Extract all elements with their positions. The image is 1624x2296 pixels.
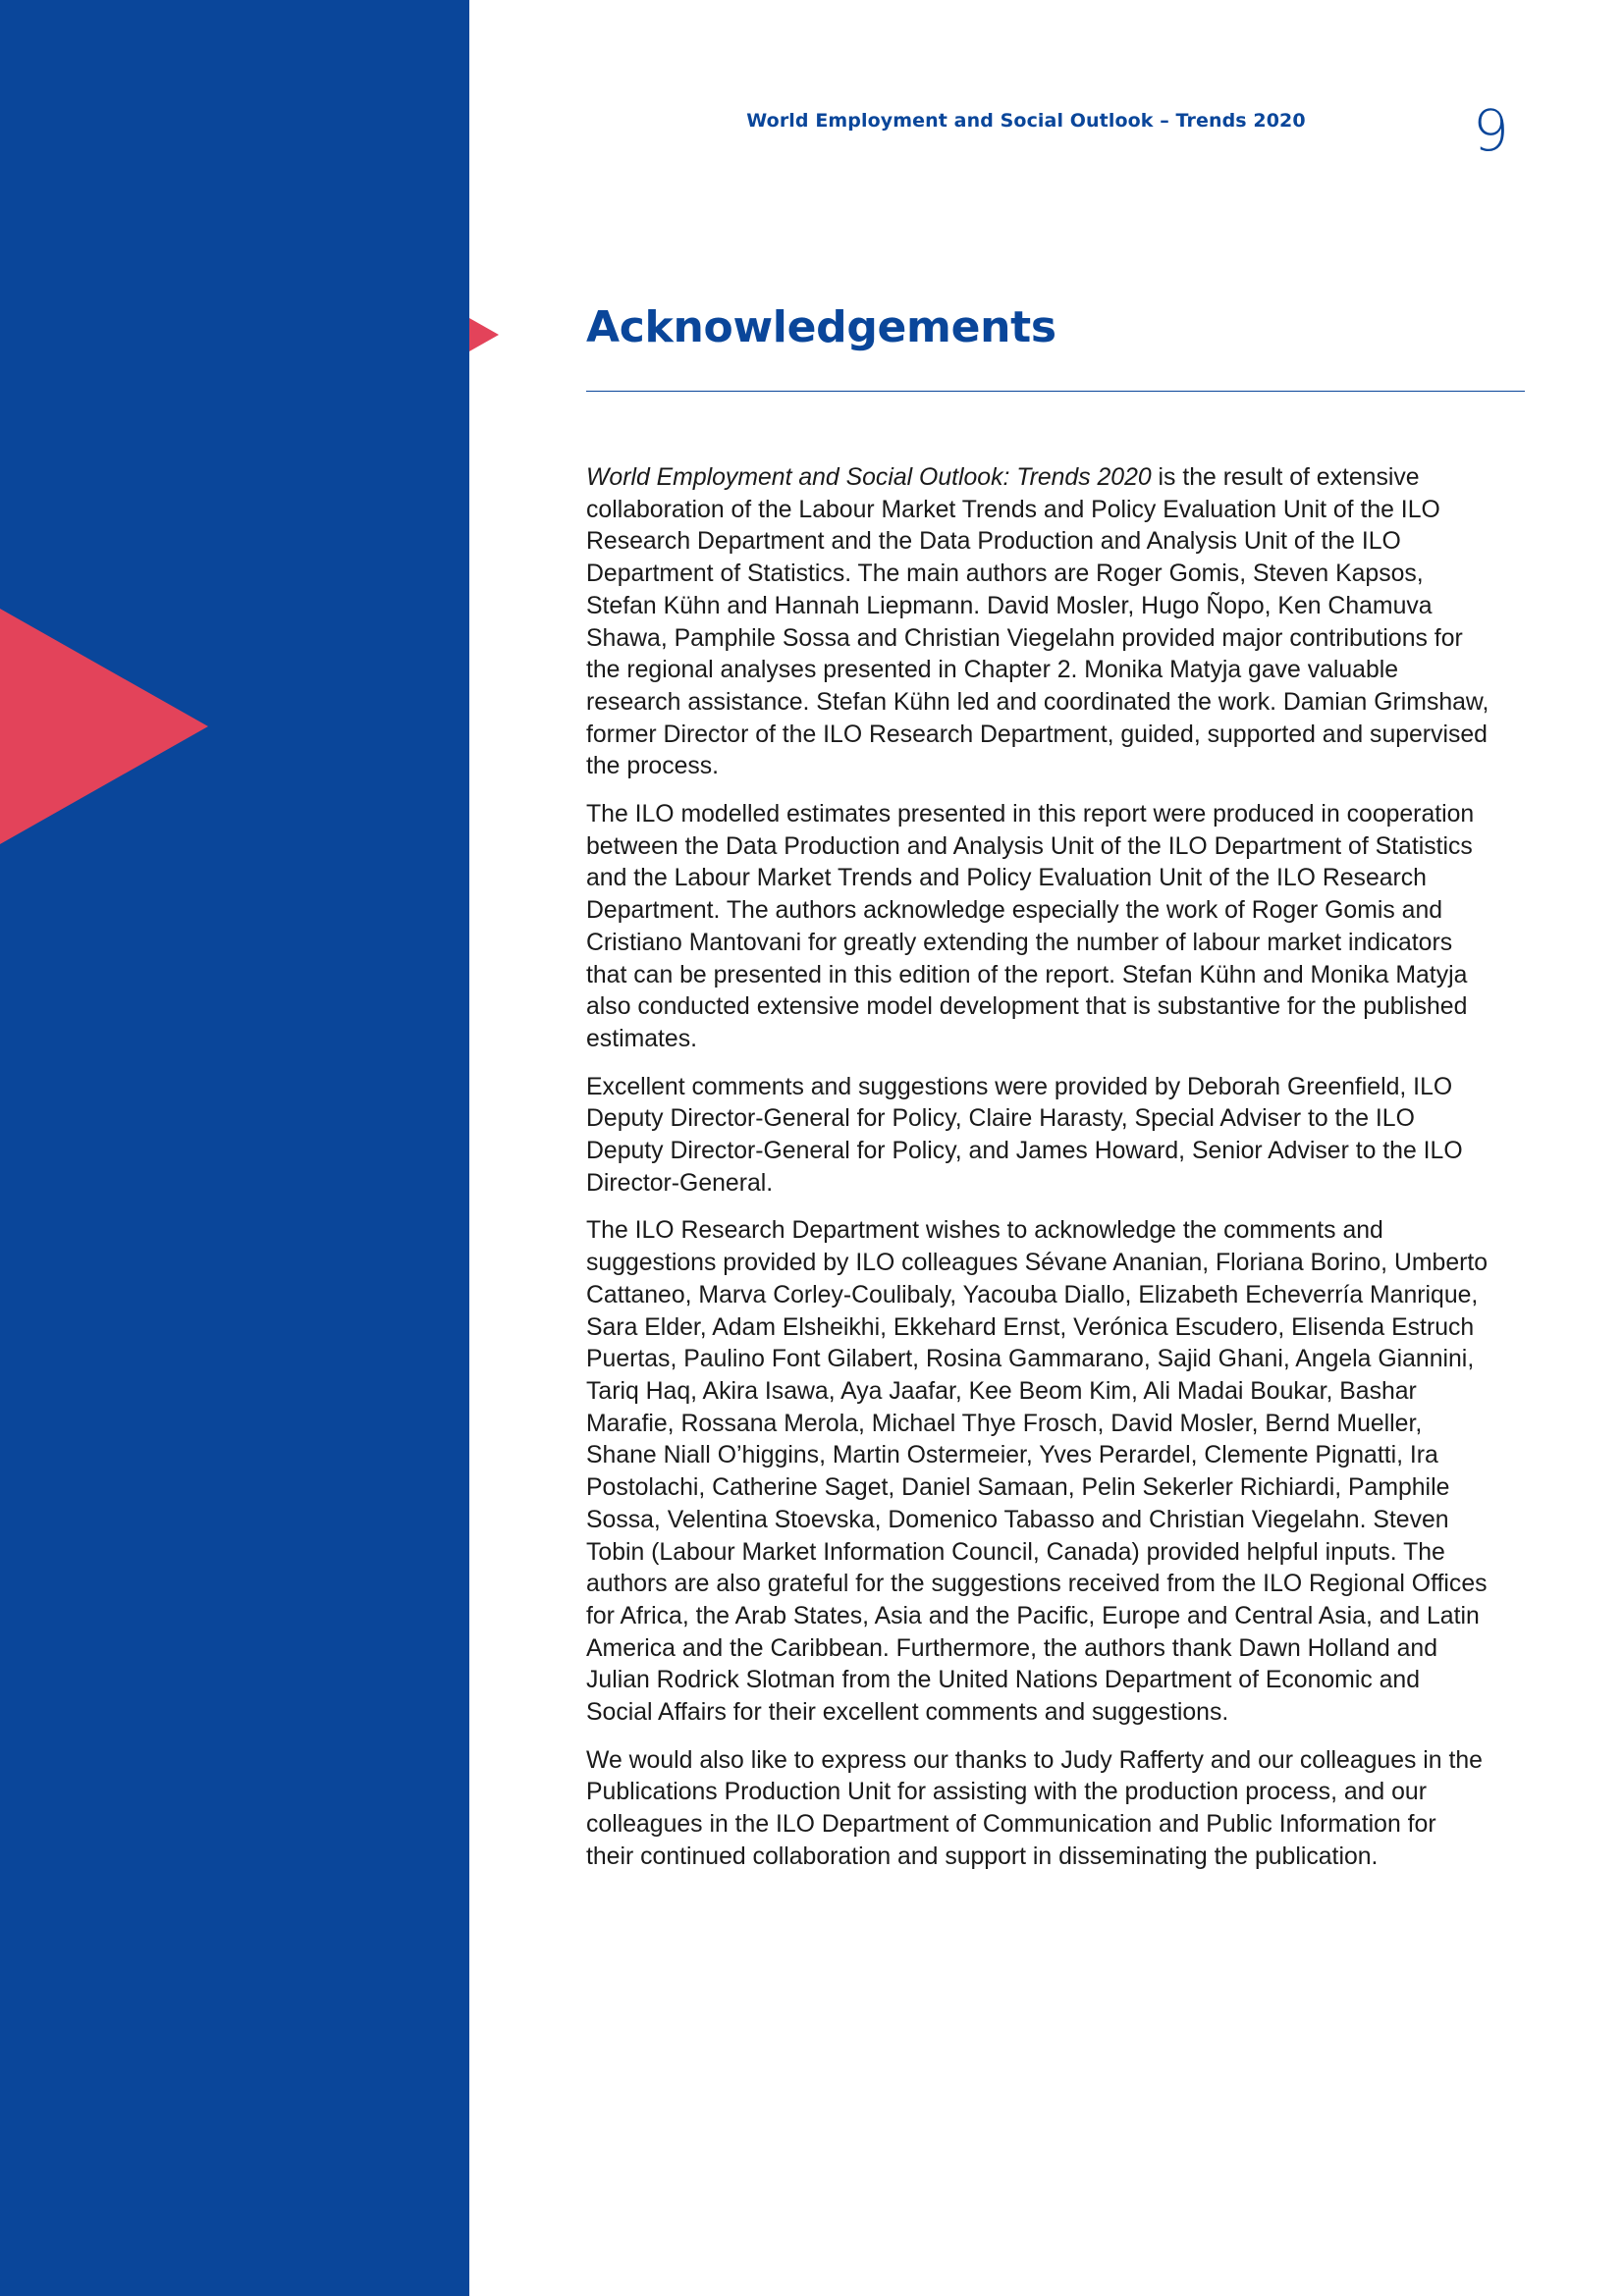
body-text xyxy=(586,462,1489,1890)
sidebar-arrow-icon xyxy=(0,609,208,844)
paragraph-2: The ILO modelled estimates presented in this report were produced in cooperation between the Data Production and Analysis Unit of the ILO Department of Statistics and the Labour Market Trends and Policy Evaluation Unit of the ILO Research Department. The authors acknowledge especially the work of Roger Gomis and Cristiano Mantovani for greatly extending the number of labour market indicators that can be presented in this edition of the report. Stefan Kühn and Monika Matyja also conducted extensive model development that is substantive for the published estimates. xyxy=(586,801,1475,1052)
paragraph-5: We would also like to express our thanks to Judy Rafferty and our colleagues in the Publications Production Unit for assisting with the production process, and our colleagues in the ILO Department of Communication and Public Information for their continued collaboration and support in disseminating the publication. xyxy=(586,1746,1483,1870)
heading-marker-icon xyxy=(469,318,499,351)
sidebar-band xyxy=(0,0,469,2296)
title-divider xyxy=(586,391,1525,392)
paragraph-1-text: is the result of extensive collaboration of the Labour Market Trends and Policy Evaluation Unit of the ILO Research Department and the Data Production and Analysis Unit of the ILO Department of Statistics. The main authors are Roger Gomis, Steven Kapsos, Stefan Kühn and Hannah Liepmann. David Mosler, Hugo Ñopo, Ken Chamuva Shawa, Pamphile Sossa and Christian Viegelahn provided major contributions for the regional analyses presented in Chapter 2. Monika Matyja gave valuable research assistance. Stefan Kühn led and coordinated the work. Damian Grimshaw, former Director of the ILO Research Department, guided, supported and supervised the process. xyxy=(586,464,1489,780)
running-header: World Employment and Social Outlook – Trends 2020 xyxy=(746,110,1306,132)
paragraph-3: Excellent comments and suggestions were provided by Deborah Greenfield, ILO Deputy Director-General for Policy, Claire Harasty, Special Adviser to the ILO Deputy Director-General for Policy, and James Howard, Senior Adviser to the ILO Director-General. xyxy=(586,1073,1463,1197)
paragraph-1 xyxy=(586,462,1489,783)
page-number: 9 xyxy=(1473,97,1509,164)
report-title-italic: World Employment and Social Outlook: Trends 2020 xyxy=(586,464,1152,491)
page-title: Acknowledgements xyxy=(586,302,1056,352)
paragraph-4: The ILO Research Department wishes to acknowledge the comments and suggestions provided by ILO colleagues Sévane Ananian, Floriana Borino, Umberto Cattaneo, Marva Corley-Coulibaly, Yacouba Diallo, Elizabeth Echeverría Manrique, Sara Elder, Adam Elsheikhi, Ekkehard Ernst, Verónica Escudero, Elisenda Estruch Puertas, Paulino Font Gilabert, Rosina Gammarano, Sajid Ghani, Angela Giannini, Tariq Haq, Akira Isawa, Aya Jaafar, Kee Beom Kim, Ali Madai Boukar, Bashar Marafie, Rossana Merola, Michael Thye Frosch, David Mosler, Bernd Mueller, Shane Niall O’higgins, Martin Ostermeier, Yves Perardel, Clemente Pignatti, Ira Postolachi, Catherine Saget, Daniel Samaan, Pelin Sekerler Richiardi, Pamphile Sossa, Velentina Stoevska, Domenico Tabasso and Christian Viegelahn. Steven Tobin (Labour Market Information Council, Canada) provided helpful inputs. The authors are also grateful for the suggestions received from the ILO Regional Offices for Africa, the Arab States, Asia and the Pacific, Europe and Central Asia, and Latin America and the Caribbean. Furthermore, the authors thank Dawn Holland and Julian Rodrick Slotman from the United Nations Department of Economic and Social Affairs for their excellent comments and suggestions. xyxy=(586,1217,1489,1727)
